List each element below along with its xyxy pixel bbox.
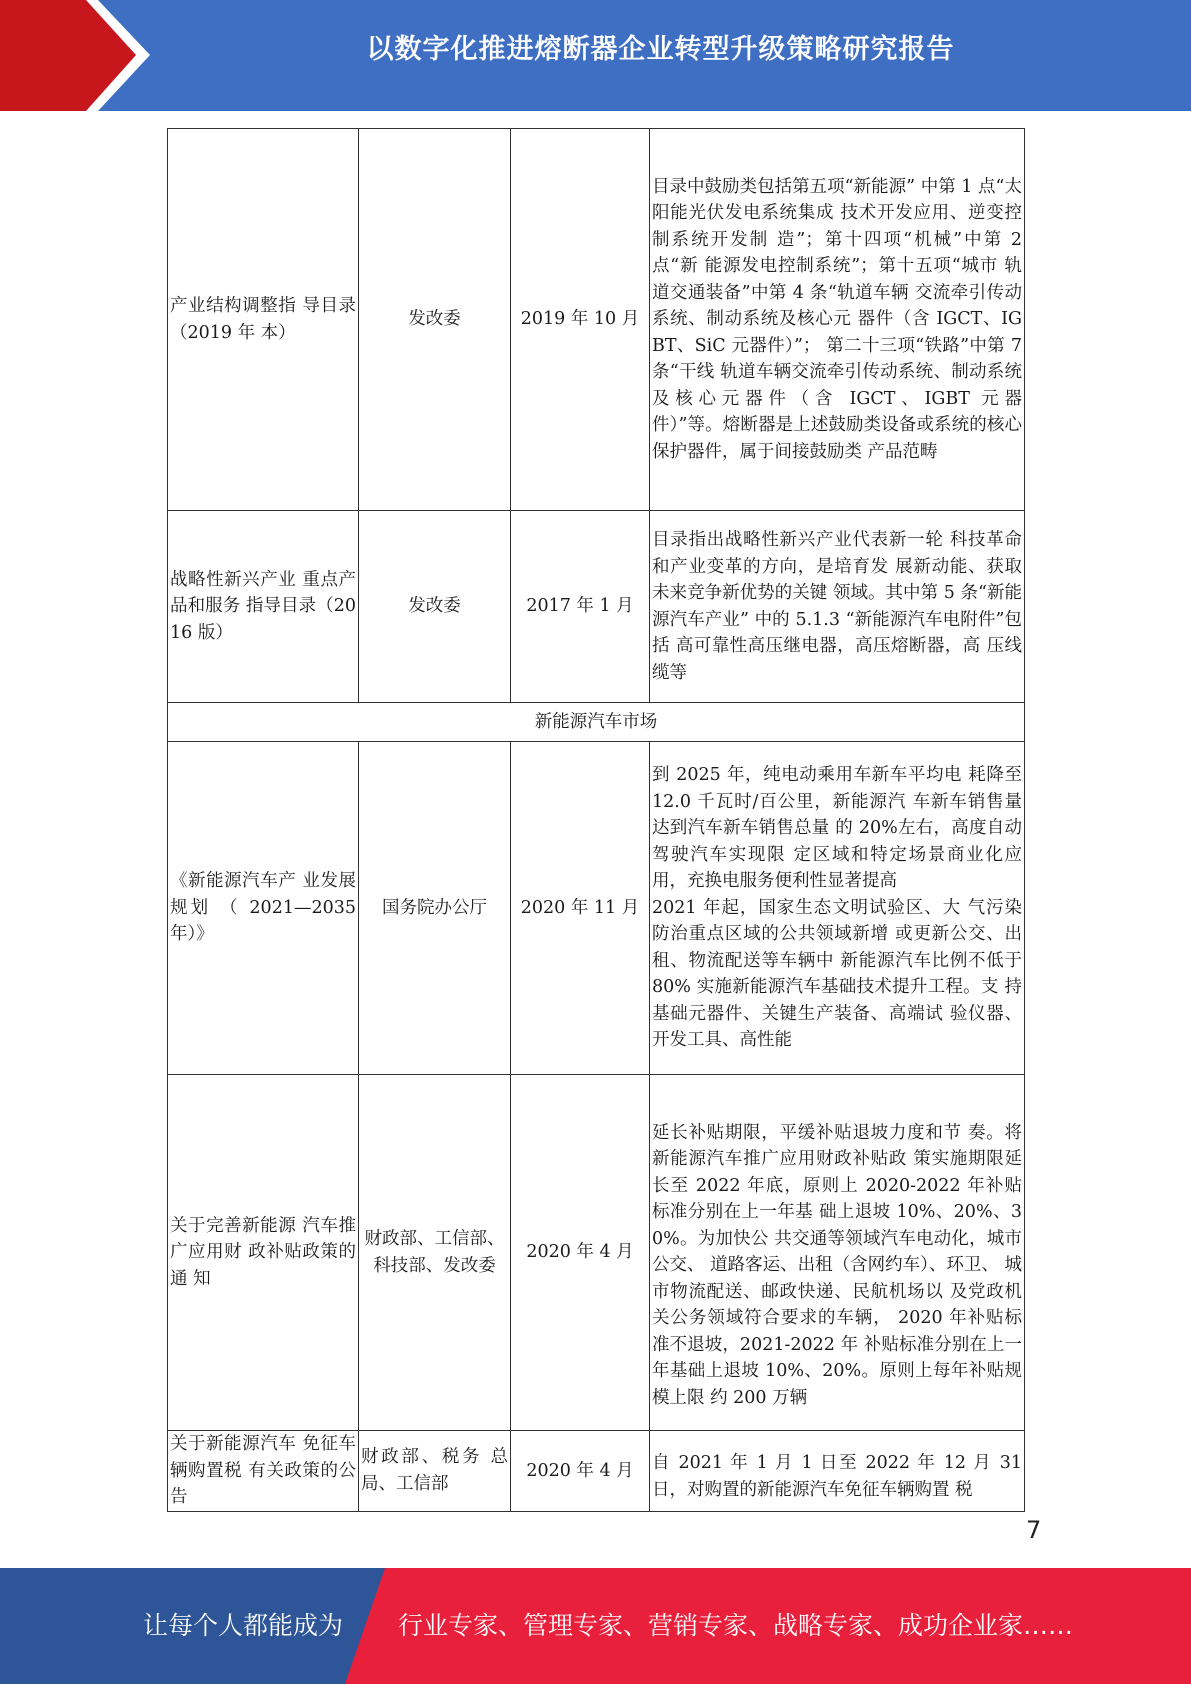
policy-description: 目录指出战略性新兴产业代表新一轮 科技革命和产业变革的方向，是培育发 展新动能、获取未来竞争新优势的关键 领域。其中第 5 条“新能源汽车产业” 中的 5.1.3 “新能源汽车电附件”包括 高可靠性高压继电器，高压熔断器，高 压线缆等	[650, 511, 1025, 703]
policy-name: 关于新能源汽车 免征车辆购置税 有关政策的公告	[168, 1431, 359, 1512]
policy-date: 2019 年 10 月	[511, 129, 650, 511]
report-title: 以数字化推进熔断器企业转型升级策略研究报告	[366, 34, 955, 65]
policy-issuer: 国务院办公厅	[359, 742, 511, 1075]
footer-slogan-right: 行业专家、管理专家、营销专家、战略专家、成功企业家……	[398, 1611, 1074, 1640]
policy-description: 自 2021 年 1 月 1 日至 2022 年 12 月 31 日，对购置的新能源汽车免征车辆购置 税	[650, 1431, 1025, 1512]
policy-date: 2020 年 11 月	[511, 742, 650, 1075]
policy-date: 2020 年 4 月	[511, 1431, 650, 1512]
policy-issuer: 财政部、工信部、科技部、发改委	[359, 1075, 511, 1431]
table-row	[168, 129, 1025, 511]
policy-date: 2020 年 4 月	[511, 1075, 650, 1431]
page-footer	[0, 1568, 1191, 1684]
policy-description: 延长补贴期限，平缓补贴退坡力度和节 奏。将新能源汽车推广应用财政补贴政 策实施期限延长至 2022 年底，原则上 2020-2022 年补贴标准分别在上一年基 础上退坡 10%、20%、30%。为加快公 共交通等领域汽车电动化，城市公交、 道路客运、出租（含网约车）、环卫、 城市物流配送、邮政快递、民航机场以 及党政机关公务领域符合要求的车辆， 2020 年补贴标准不退坡，2021-2022 年 补贴标准分别在上一年基础上退坡 10%、20%。原则上每年补贴规模上限 约 200 万辆	[650, 1075, 1025, 1431]
table-row	[168, 1431, 1025, 1512]
policy-name: 战略性新兴产业 重点产品和服务 指导目录（2016 版）	[168, 511, 359, 703]
page-header	[0, 0, 1191, 111]
footer-slogan-left: 让每个人都能成为	[143, 1611, 344, 1640]
table-row	[168, 1075, 1025, 1431]
policy-table	[167, 128, 1025, 1512]
policy-issuer: 财政部、税务 总局、工信部	[359, 1431, 511, 1512]
policy-description: 目录中鼓励类包括第五项“新能源” 中第 1 点“太阳能光伏发电系统集成 技术开发应用、逆变控制系统开发制 造”；第十四项“机械”中第 2 点“新 能源发电控制系统”；第十五项“城市 轨道交通装备”中第 4 条“轨道车辆 交流牵引传动系统、制动系统及核心元 器件（含 IGCT、IGBT、SiC 元器件）”； 第二十三项“铁路”中第 7 条“干线 轨道车辆交流牵引传动系统、制动系统 及核心元器件（含 IGCT、IGBT 元器 件）”等。熔断器是上述鼓励类设备或系统的核心保护器件，属于间接鼓励类 产品范畴	[650, 129, 1025, 511]
policy-description	[650, 742, 1025, 1075]
section-title: 新能源汽车市场	[168, 703, 1025, 742]
policy-name: 产业结构调整指 导目录（2019 年 本）	[168, 129, 359, 511]
policy-issuer: 发改委	[359, 129, 511, 511]
policy-issuer: 发改委	[359, 511, 511, 703]
table-row	[168, 742, 1025, 1075]
description-paragraph: 2021 年起，国家生态文明试验区、大 气污染防治重点区域的公共领域新增 或更新公交、出租、物流配送等车辆中 新能源汽车比例不低于 80% 实施新能源汽车基础技术提升工程。支 持基础元器件、关键生产装备、高端试 验仪器、开发工具、高性能	[652, 897, 1022, 1051]
policy-name: 《新能源汽车产 业发展规划 （ 2021—2035 年）》	[168, 742, 359, 1075]
header-arrow-icon	[0, 0, 160, 111]
section-row	[168, 703, 1025, 742]
policy-date: 2017 年 1 月	[511, 511, 650, 703]
table-row	[168, 511, 1025, 703]
page-number: 7	[1026, 1516, 1042, 1544]
description-paragraph: 到 2025 年，纯电动乘用车新车平均电 耗降至 12.0 千瓦时/百公里，新能源汽 车新车销售量达到汽车新车销售总量 的 20%左右，高度自动驾驶汽车实现限 定区域和特定场景商业化应用，充换电服务便利性显著提高	[652, 765, 1022, 892]
policy-name: 关于完善新能源 汽车推广应用财 政补贴政策的通 知	[168, 1075, 359, 1431]
